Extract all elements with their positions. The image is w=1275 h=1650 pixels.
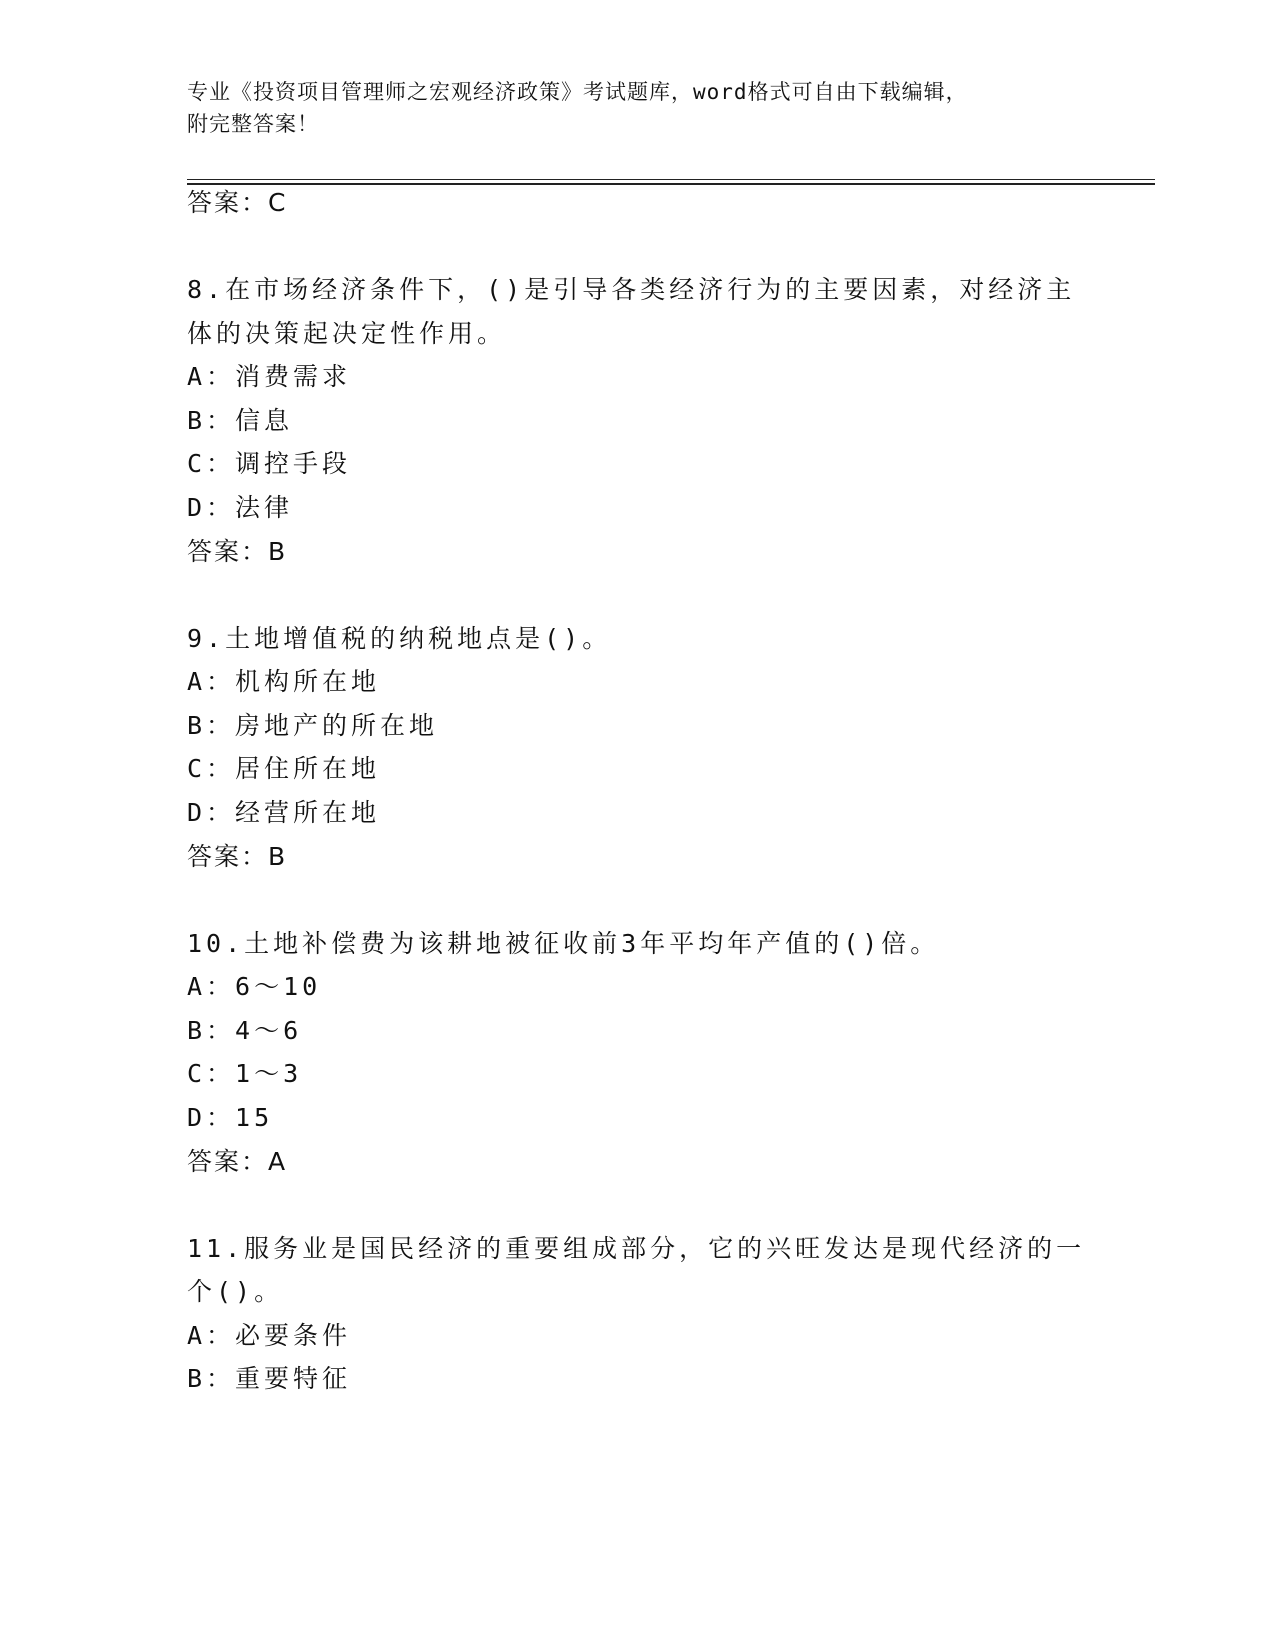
- option-d: D：15: [187, 1103, 274, 1132]
- header-line-1: 专业《投资项目管理师之宏观经济政策》考试题库，word格式可自由下载编辑，: [187, 80, 968, 104]
- header-divider-thick: [187, 183, 1155, 185]
- header-line-2: 附完整答案！: [187, 112, 319, 136]
- option-c: C：调控手段: [187, 449, 352, 478]
- option-b: B：房地产的所在地: [187, 711, 439, 740]
- option-a: A：6～10: [187, 972, 322, 1001]
- option-d: D：法律: [187, 493, 294, 522]
- document-header: [187, 76, 1087, 140]
- question-stem-line: 个()。: [187, 1277, 284, 1306]
- option-b: B：信息: [187, 406, 294, 435]
- option-a: A：机构所在地: [187, 667, 381, 696]
- option-d: D：经营所在地: [187, 798, 381, 827]
- option-c: C：1～3: [187, 1059, 303, 1088]
- option-b: B：重要特征: [187, 1364, 352, 1393]
- header-divider-thin: [187, 179, 1155, 180]
- answer-line: 答案：B: [187, 537, 288, 566]
- option-c: C：居住所在地: [187, 754, 381, 783]
- answer-line: 答案：B: [187, 842, 288, 871]
- option-b: B：4～6: [187, 1016, 303, 1045]
- question-stem-line: 体的决策起决定性作用。: [187, 319, 507, 348]
- answer-line: 答案：C: [187, 188, 288, 217]
- question-stem-line: 9.土地增值税的纳税地点是()。: [187, 624, 612, 653]
- question-stem-line: 10.土地补偿费为该耕地被征收前3年平均年产值的()倍。: [187, 929, 940, 958]
- option-a: A：消费需求: [187, 362, 352, 391]
- answer-line: 答案：A: [187, 1147, 288, 1176]
- question-stem-line: 11.服务业是国民经济的重要组成部分，它的兴旺发达是现代经济的一: [187, 1234, 1086, 1263]
- option-a: A：必要条件: [187, 1321, 352, 1350]
- question-stem-line: 8.在市场经济条件下，()是引导各类经济行为的主要因素，对经济主: [187, 275, 1076, 304]
